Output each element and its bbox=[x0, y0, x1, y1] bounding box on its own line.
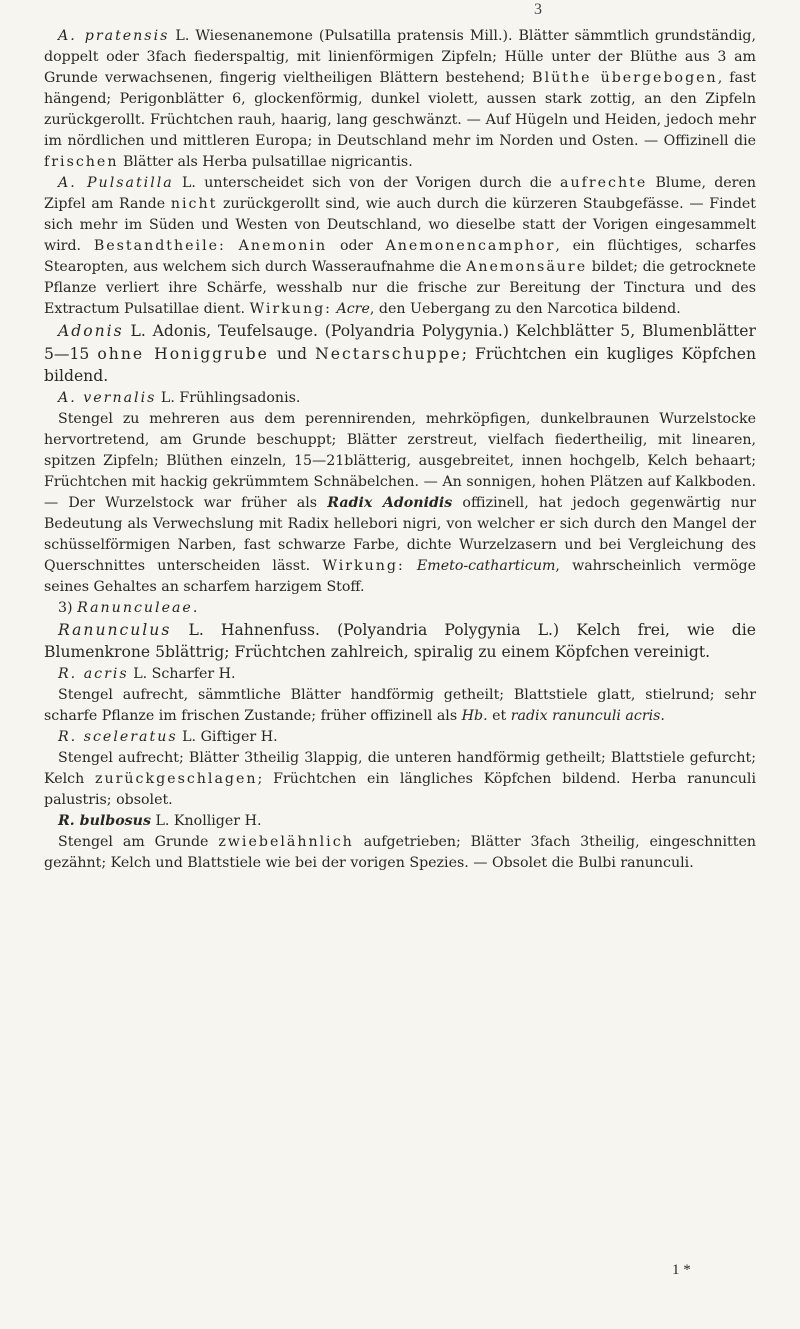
heading-ranunculus-sceleratus bbox=[44, 727, 756, 748]
text-run: 3) bbox=[58, 599, 78, 616]
text-run: Stengel am Grunde bbox=[58, 833, 219, 850]
text-run: , wahrscheinlich vermöge seines Gehaltes an scharfem harzigem Stoff. bbox=[44, 557, 757, 595]
printer-signature: 1 * bbox=[672, 1262, 691, 1278]
para-ranunculus-sceleratus bbox=[44, 748, 756, 811]
emphasis-text: Radix Adonidis bbox=[327, 494, 453, 511]
text-run: L. Hahnenfuss. (Polyandria Polygynia L.) Kelch frei, wie die Blumenkrone 5blättrig; Früchtchen zahlreich, spiralig zu einem Köpfchen vereinigt. bbox=[44, 620, 756, 662]
emphasis-text: R. bulbosus bbox=[58, 812, 151, 829]
emphasis-text: Ranunculeae. bbox=[77, 599, 200, 616]
text-run: Blume, deren Zipfel am Rande bbox=[44, 175, 757, 212]
emphasis-text: Nectarschuppe bbox=[315, 344, 462, 363]
text-run: und bbox=[268, 344, 316, 363]
text-run: L. Scharfer H. bbox=[128, 665, 236, 682]
heading-ranunculus-bulbosus bbox=[44, 811, 756, 832]
heading-adonis-vernalis bbox=[44, 388, 756, 409]
heading-ranunculus-acris bbox=[44, 664, 756, 685]
emphasis-text: frischen bbox=[44, 154, 119, 170]
text-run: Blätter als Herba pulsatillae nigricantis. bbox=[118, 154, 413, 170]
text-run: L. Giftiger H. bbox=[177, 728, 278, 745]
text-run: offizinell, hat jedoch gegenwärtig nur Bedeutung als Verwechslung mit Radix hellebori nigri, von welcher er sich durch den Mangel der schüsselförmigen Narben, fast schwarze Farbe, dichte Wurzelzasern und bei Vergleichung des Querschnittes unterscheiden lässt. bbox=[44, 494, 756, 574]
text-run: zurückgerollt sind, wie auch durch die kürzeren Staubgefässe. — Findet sich mehr im Süden und Westen von Deutschland, wo dieselbe statt der Vorigen eingesammelt wird. bbox=[44, 196, 756, 254]
text-run: Stengel aufrecht; Blätter 3theilig 3lappig, die unteren handförmig getheilt; Blattstiele gefurcht; Kelch bbox=[44, 749, 756, 787]
emphasis-text: Acre bbox=[336, 301, 370, 317]
emphasis-text: R. sceleratus bbox=[58, 728, 178, 745]
emphasis-text: Blüthe übergebogen bbox=[532, 70, 718, 86]
text-run: ; Früchtchen ein längliches Köpfchen bildend. Herba ranunculi palustris; obsolet. bbox=[44, 770, 757, 808]
text-run: L. unterscheidet sich von der Vorigen durch die bbox=[173, 175, 561, 191]
text-run bbox=[405, 558, 417, 574]
heading-ranunculeae bbox=[44, 598, 756, 619]
emphasis-text: ohne Honiggrube bbox=[97, 344, 269, 363]
emphasis-text: Anemonin bbox=[238, 238, 328, 254]
emphasis-text: Adonis bbox=[58, 322, 124, 340]
emphasis-text: zurückgeschlagen bbox=[95, 770, 258, 787]
emphasis-text: zwiebelähnlich bbox=[218, 833, 354, 850]
emphasis-text: aufrechte bbox=[560, 175, 648, 191]
emphasis-text: radix ranunculi acris. bbox=[510, 707, 665, 724]
para-anemone-pulsatilla bbox=[44, 173, 756, 320]
text-run: bildet; die getrocknete Pflanze verliert ihre Schärfe, wesshalb nur die frische zur Bereitung der Tinctura und des Extractum Pulsatillae dient. bbox=[44, 259, 756, 317]
emphasis-text: Wirkung: bbox=[322, 557, 405, 574]
emphasis-text: A. vernalis bbox=[58, 389, 157, 406]
page-number: 3 bbox=[534, 1, 542, 18]
text-run: aufgetrieben; Blätter 3fach 3theilig, eingeschnitten gezähnt; Kelch und Blattstiele wie bei der vorigen Spezies. — Obsolet die Bulbi ranunculi. bbox=[44, 833, 756, 871]
para-ranunculus-genus bbox=[44, 619, 756, 664]
emphasis-text: A. Pulsatilla bbox=[58, 175, 174, 191]
text-run: Stengel aufrecht, sämmtliche Blätter handförmig getheilt; Blattstiele glatt, stielrund; sehr scharfe Pflanze im frischen Zustande; früher offizinell als bbox=[44, 686, 756, 724]
emphasis-text: Ranunculus bbox=[58, 620, 172, 639]
para-ranunculus-acris bbox=[44, 685, 756, 727]
text-run: L. Knolliger H. bbox=[150, 812, 262, 829]
text-run: Stengel zu mehreren aus dem perennirenden, mehrköpfigen, dunkelbraunen Wurzelstocke hervortretend, am Grunde beschuppt; Blätter zerstreut, vielfach fiedertheilig, mit linearen, spitzen Zipfeln; Blüthen einzeln, 15—21blätterig, ausgebreitet, innen hochgelb, Kelch behaart; Früchtchen mit hackig gekrümmtem Schnäbelchen. — An sonnigen, hohen Plätzen auf Kalkboden. — Der Wurzelstock war früher als bbox=[44, 410, 756, 511]
text-run: L. Frühlingsadonis. bbox=[156, 389, 301, 406]
emphasis-text: Wirkung: bbox=[249, 301, 332, 317]
para-anemone-pratensis bbox=[44, 26, 756, 173]
text-run: , ein flüchtiges, scharfes Stearopten, aus welchem sich durch Wasseraufnahme die bbox=[44, 238, 756, 275]
text-run: ; Früchtchen ein kugliges Köpfchen bildend. bbox=[44, 344, 756, 386]
text-run: , fast hängend; Perigonblätter 6, glockenförmig, dunkel violett, aussen stark zottig, an den Zipfeln zurückgerollt. Früchtchen rauh, haarig, lang geschwänzt. — Auf Hügeln und Heiden, jedoch mehr im nördlichen und mittleren Europa; in Deutschland mehr im Norden und Osten. — Offizinell die bbox=[44, 70, 756, 149]
text-run: et bbox=[487, 707, 511, 724]
emphasis-text: Bestandtheile: bbox=[93, 238, 226, 254]
emphasis-text: A. pratensis bbox=[58, 28, 170, 44]
emphasis-text: Hb. bbox=[461, 707, 488, 724]
emphasis-text: Anemonsäure bbox=[466, 259, 588, 275]
para-ranunculus-bulbosus bbox=[44, 832, 756, 874]
text-run: , den Uebergang zu den Narcotica bildend. bbox=[369, 301, 681, 317]
emphasis-text: Anemonencamphor bbox=[385, 238, 556, 254]
emphasis-text: nicht bbox=[170, 196, 218, 212]
emphasis-text: Emeto-catharticum bbox=[416, 557, 556, 574]
para-adonis-vernalis bbox=[44, 409, 756, 598]
body-text bbox=[44, 26, 756, 874]
text-run: oder bbox=[327, 238, 386, 254]
text-run bbox=[226, 238, 239, 254]
text-run: L. Adonis, Teufelsauge. (Polyandria Polygynia.) Kelchblätter 5, Blumenblätter 5—15 bbox=[44, 322, 756, 363]
emphasis-text: R. acris bbox=[58, 665, 129, 682]
text-run: L. Wiesenanemone (Pulsatilla pratensis Mill.). Blätter sämmtlich grundständig, doppelt oder 3fach fiederspaltig, mit linienförmigen Zipfeln; Hülle unter der Blüthe aus 3 am Grunde verwachsenen, fingerig vieltheiligen Blättern bestehend; bbox=[44, 28, 756, 86]
para-adonis-genus bbox=[44, 320, 756, 388]
